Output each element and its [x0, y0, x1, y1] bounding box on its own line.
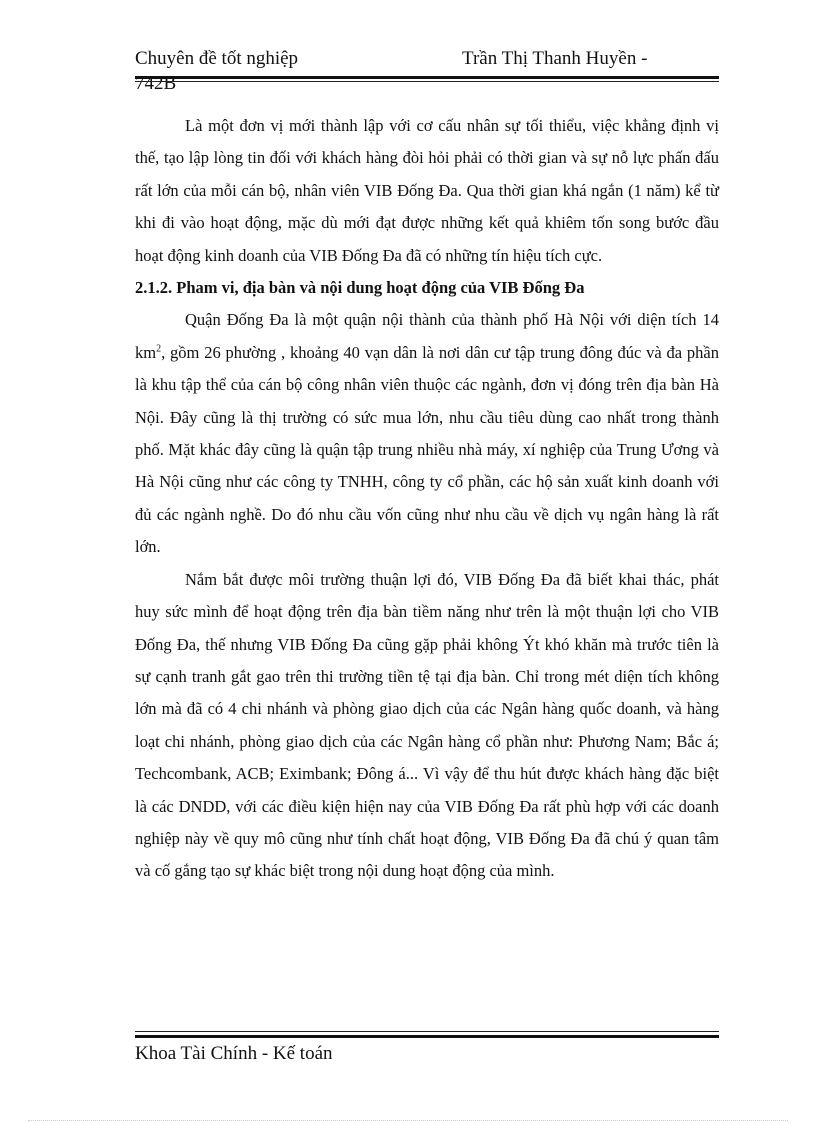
header-title: Chuyên đề tốt nghiệp [135, 48, 299, 69]
footer-rule-thick [135, 1035, 719, 1038]
paragraph-2-rest: , gồm 26 phường , khoảng 40 vạn dân là nơi dân cư tập trung đông đúc và đa phần là khu tập thể của cán bộ công nhân viên thuộc các ngành, đơn vị đóng trên địa bàn Hà Nội. Đây cũng là thị trường có sức mua lớn, nhu cầu tiêu dùng cao nhất trong thành phố. Mặt khác đây cũng là quận tập trung nhiều nhà máy, xí nghiệp của Trung Ương và Hà Nội cũng như các công ty TNHH, công ty cổ phần, các hộ sản xuất kinh doanh với đủ các ngành nghề. Do đó nhu cầu vốn cũng như nhu cầu về dịch vụ ngân hàng là rất lớn. [135, 342, 719, 557]
section-heading: 2.1.2. Pham vi, địa bàn và nội dung hoạt động của VIB Đống Đa [135, 278, 585, 298]
paragraph-1: Là một đơn vị mới thành lập với cơ cấu nhân sự tối thiểu, việc khẳng định vị thế, tạo lập lòng tin đối với khách hàng đòi hỏi phải có thời gian và sự nỗ lực phấn đấu rất lớn của mỗi cán bộ, nhân viên VIB Đống Đa. Qua thời gian khá ngắn (1 năm) kể từ khi đi vào hoạt động, mặc dù mới đạt được những kết quả khiêm tốn song bước đầu hoạt động kinh doanh của VIB Đống Đa đã có những tín hiệu tích cực. [135, 116, 719, 265]
header-author: Trần Thị Thanh Huyền - [462, 48, 648, 69]
footer-rule-thin [135, 1031, 719, 1032]
header-class-code: 742B [135, 73, 177, 94]
superscript-2: 2 [156, 343, 162, 355]
header-rule-thin [135, 81, 719, 82]
paragraph-2-start: Quận Đống Đa là một quận nội thành của thành phố Hà Nội với diện tích 14 km [135, 310, 719, 362]
header-rule-thick [135, 76, 719, 79]
paragraph-2 [135, 304, 719, 563]
page-edge-dots [28, 1120, 788, 1121]
document-body [135, 110, 719, 888]
footer-faculty: Khoa Tài Chính - Kế toán [135, 1043, 333, 1064]
paragraph-3: Nắm bắt được môi trường thuận lợi đó, VIB Đống Đa đã biết khai thác, phát huy sức mình để hoạt động trên địa bàn tiềm năng như trên là một thuận lợi cho VIB Đống Đa, thế nhưng VIB Đống Đa cũng gặp phải không Ýt khó khăn mà trước tiên là sự cạnh tranh gắt gao trên thi trường tiền tệ tại địa bàn. Chỉ trong mét diện tích không lớn mà đã có 4 chi nhánh và phòng giao dịch của các Ngân hàng quốc doanh, và hàng loạt chi nhánh, phòng giao dịch của các Ngân hàng cổ phần như: Phương Nam; Bắc á; Techcombank, ACB; Eximbank; Đông á... Vì vậy để thu hút được khách hàng đặc biệt là các DNDD, với các điều kiện hiện nay của VIB Đống Đa rất phù hợp với các doanh nghiệp này về quy mô cũng như tính chất hoạt động, VIB Đống Đa đã chú ý quan tâm và cố gắng tạo sự khác biệt trong nội dung hoạt động của mình. [135, 569, 719, 881]
